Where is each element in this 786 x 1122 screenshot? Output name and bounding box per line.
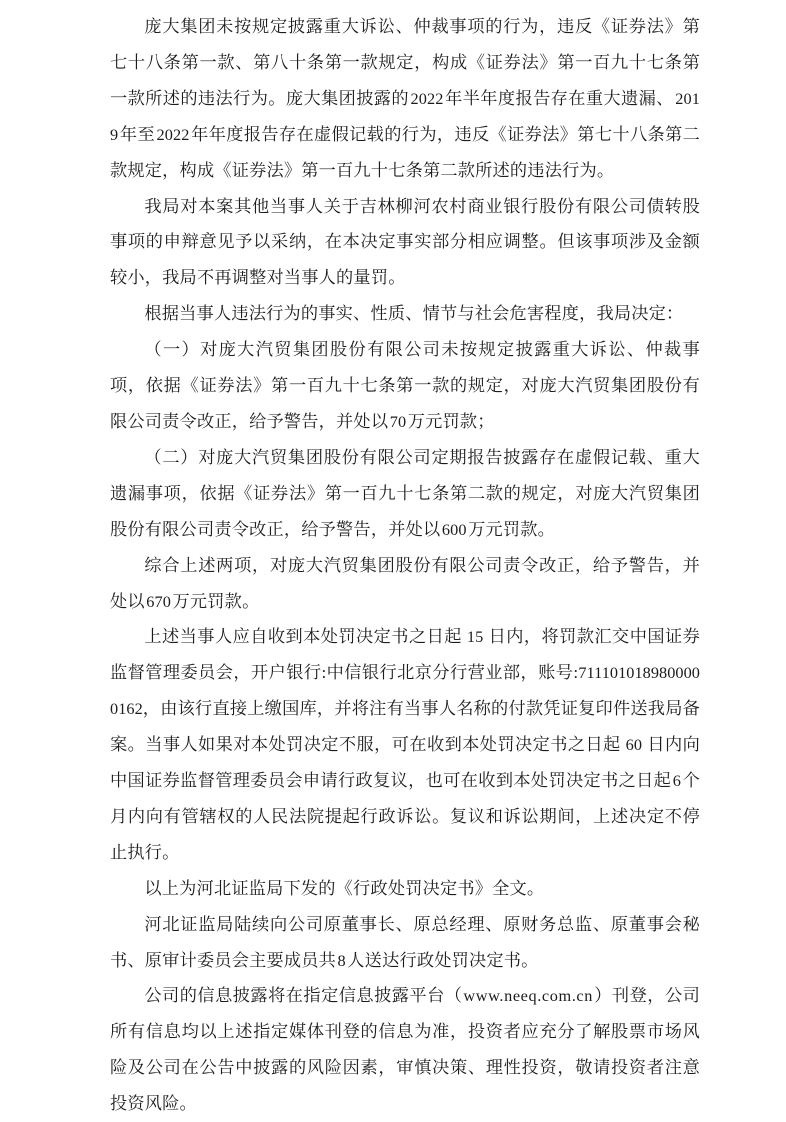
- inline-number: 8: [337, 950, 346, 970]
- penalty-item-two-paragraph: （二）对庞大汽贸集团股份有限公司定期报告披露存在虚假记载、重大遗漏事项，依据《证券法》第一百九十七条第二款的规定，对庞大汽贸集团股份有限公司责令改正，给予警告，并处以600万元罚款。: [110, 447, 700, 539]
- inline-number: 670: [146, 591, 172, 611]
- document-body: [110, 0, 700, 1122]
- service-of-decision-paragraph: 河北证监局陆续向公司原董事长、原总经理、原财务总监、原董事会秘书、原审计委员会主要成员共8人送达行政处罚决定书。: [110, 914, 700, 970]
- inline-number: 15: [466, 627, 484, 647]
- penalty-item-one-paragraph: （一）对庞大汽贸集团股份有限公司未按规定披露重大诉讼、仲裁事项，依据《证券法》第一百九十七条第一款的规定，对庞大汽贸集团股份有限公司责令改正，给予警告，并处以70万元罚款；: [110, 340, 700, 431]
- inline-number: 600: [441, 519, 467, 539]
- inline-number: 2022: [410, 88, 444, 108]
- bank-account-number: 7111010189800000162: [110, 663, 700, 719]
- decision-intro-paragraph: 根据当事人违法行为的事实、性质、情节与社会危害程度，我局决定：: [144, 304, 684, 324]
- inline-number: 6: [672, 771, 681, 791]
- disclosure-platform-paragraph: 公司的信息披露将在指定信息披露平台（www.neeq.com.cn）刊登，公司所有信息均以上述指定媒体刊登的信息为准，投资者应充分了解股票市场风险及公司在公告中披露的风险因素，审慎决策、理性投资，敬请投资者注意投资风险。: [110, 986, 700, 1114]
- inline-number: 2019: [110, 88, 700, 144]
- full-text-note-paragraph: 以上为河北证监局下发的《行政处罚决定书》全文。: [144, 878, 545, 898]
- payment-and-appeal-paragraph: 上述当事人应自收到本处罚决定书之日起 15 日内，将罚款汇交中国证券监督管理委员会，开户银行:中信银行北京分行营业部，账号:7111010189800000162，由该行直接上缴国库，并将注有当事人名称的付款凭证复印件送我局备案。当事人如果对本处罚决定不服，可在收到本处罚决定书之日起 60 日内向中国证券监督管理委员会申请行政复议，也可在收到本处罚决定书之日起6个月内向有管辖权的人民法院提起行政诉讼。复议和诉讼期间，上述决定不停止执行。: [110, 627, 701, 862]
- inline-number: 60: [625, 735, 643, 755]
- penalty-total-paragraph: 综合上述两项，对庞大汽贸集团股份有限公司责令改正，给予警告，并处以670万元罚款。: [110, 555, 700, 611]
- defense-opinion-paragraph: 我局对本案其他当事人关于吉林柳河农村商业银行股份有限公司债转股事项的申辩意见予以采纳，在本决定事实部分相应调整。但该事项涉及金额较小，我局不再调整对当事人的量罚。: [110, 196, 700, 288]
- inline-number: 2022: [156, 124, 190, 144]
- inline-number: 70: [389, 411, 407, 431]
- violation-summary-paragraph: 庞大集团未按规定披露重大诉讼、仲裁事项的行为，违反《证券法》第七十八条第一款、第八十条第一款规定，构成《证券法》第一百九十七条第一款所述的违法行为。庞大集团披露的2022年半年度报告存在重大遗漏、2019年至2022年年度报告存在虚假记载的行为，违反《证券法》第七十八条第二款规定，构成《证券法》第一百九十七条第二款所述的违法行为。: [110, 17, 700, 180]
- disclosure-platform-url: www.neeq.com.cn: [463, 986, 593, 1006]
